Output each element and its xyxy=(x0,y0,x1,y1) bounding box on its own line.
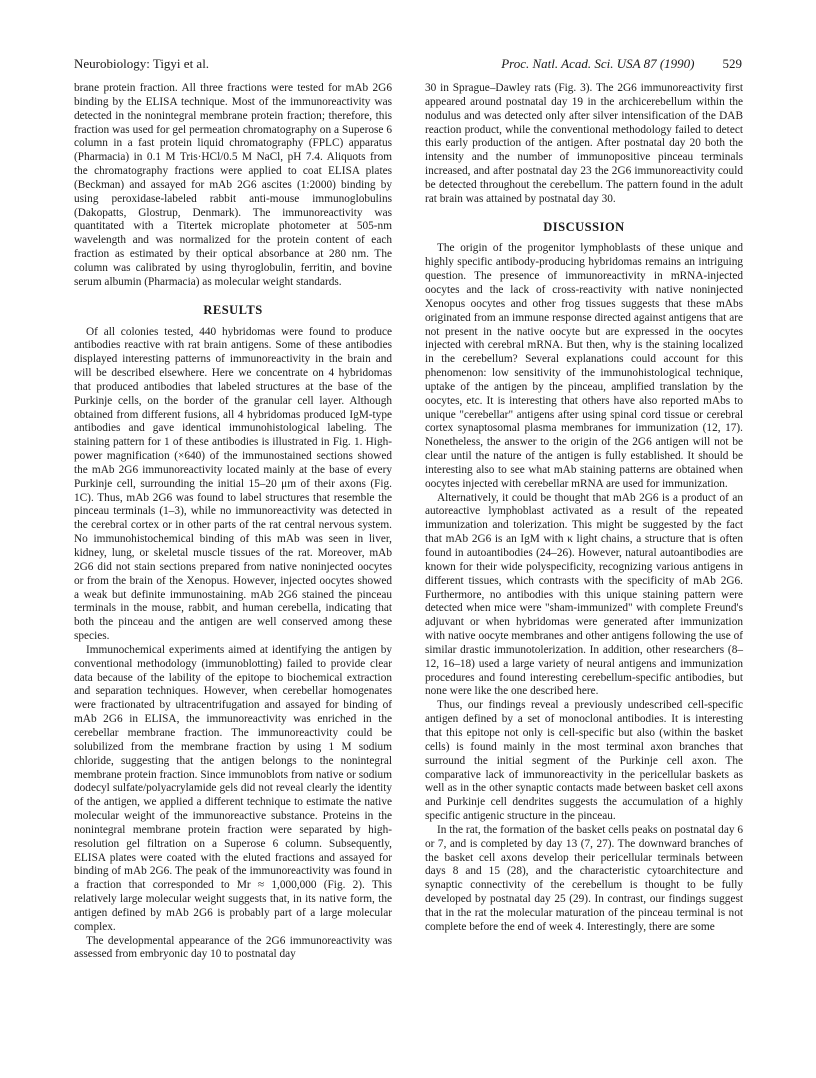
discussion-paragraph-1: The origin of the progenitor lymphoblasts of these unique and highly specific antibody-producing hybridomas remains an intriguing question. The presence of immunoreactivity in mRNA-injected oocytes and the lack of cross-reactivity with native noninjected Xenopus oocytes and other frog tissues suggests that these mAbs originated from an immune response directed against antigens that are not present in the native oocyte but are expressed in the oocytes injected with cerebral mRNA. But then, why is the staining localized in the cerebellum? Several explanations could account for this phenomenon: low sensitivity of the immunohistological technique, uptake of the antigen by the pinceau, amplified translation by the oocytes, etc. It is interesting that others have also reported mAbs to unique "cerebellar" antigens after using spinal cord tissue or cerebral cortex synaptosomal plasma membranes for immunization (12, 17). Nonetheless, the answer to the origin of the 2G6 antigen will not be clear until the nature of the antigen is fully established. It should be interesting also to see what mAb staining patterns are obtained when oocytes injected with cerebellar mRNA are used for immunization. xyxy=(425,242,743,490)
running-header xyxy=(74,54,742,74)
discussion-paragraph-3: Thus, our findings reveal a previously undescribed cell-specific antigen defined by a set of monoclonal antibodies. It is interesting that this epitope not only is cell-specific but also (within the basket cells) is found mainly in the most terminal axon branches that surround the initial segment of the Purkinje cell axon. The comparative lack of immunoreactivity in the pericellular baskets as well as in the other synaptic contacts made between basket cell axons and Purkinje cell dendrites suggests the accumulation of a highly specific antigenic structure in the pinceau. xyxy=(425,699,743,823)
page-number: 529 xyxy=(722,56,742,71)
results-paragraph-1: Of all colonies tested, 440 hybridomas were found to produce antibodies reactive with rat brain antigens. Some of these antibodies displayed interesting patterns of immunoreactivity in the brain and will be described elsewhere. Here we concentrate on 4 hybridomas that produced antibodies that labeled structures at the base of the Purkinje cells, on the border of the granular cell layer. Although obtained from different fusions, all 4 hybridomas produced IgM-type antibodies and gave identical immunohistological labeling. The staining pattern for 1 of these antibodies is illustrated in Fig. 1. High-power magnification (×640) of the immunostained sections showed the mAb 2G6 immunoreactivity located mainly at the base of every Purkinje cell, surrounding the initial 15–20 μm of their axons (Fig. 1C). Thus, mAb 2G6 was found to label structures that resemble the pinceau terminals (1–3), while no immunoreactivity was detected in the cerebral cortex or in other parts of the rat central nervous system. No immunohistochemical binding of this mAb was seen in liver, kidney, lung, or skeletal muscle tissues of the rat. Moreover, mAb 2G6 did not stain sections prepared from native noninjected oocytes or from the brain of the Xenopus. However, injected oocytes showed a weak but definite immunostaining. mAb 2G6 stained the pinceau terminals in the mouse, rabbit, and human cerebella, indicating that both the pinceau and the antigen are well conserved among these species. xyxy=(74,325,392,643)
discussion-paragraph-2: Alternatively, it could be thought that mAb 2G6 is a product of an autoreactive lymphoblast activated as a result of the repeated immunization and tolerization. This might be suggested by the fact that mAb 2G6 is an IgM with κ light chains, a structure that is often found in autoantibodies (24–26). However, natural autoantibodies are known for their wide polyspecificity, recognizing various antigens in different tissues, which contrasts with the specificity of mAb 2G6. Furthermore, no antibodies with this unique staining pattern were detected when mice were "sham-immunized" with complete Freund's adjuvant or when hybridomas were generated after immunization with native oocyte membranes and other antigens following the use of similar drastic immunotolerization. In addition, other researchers (8–12, 16–18) used a large variety of neural antigens and immunization procedures and found interesting cerebellum-specific antibodies, but none were like the one described here. xyxy=(425,491,743,698)
discussion-heading: DISCUSSION xyxy=(543,219,625,234)
header-journal: Proc. Natl. Acad. Sci. USA 87 (1990) xyxy=(501,56,695,71)
results-paragraph-3: The developmental appearance of the 2G6 immunoreactivity was assessed from embryonic day 10 to postnatal day xyxy=(74,934,392,961)
methods-paragraph-continued: brane protein fraction. All three fractions were tested for mAb 2G6 binding by the ELISA technique. Most of the immunoreactivity was detected in the nonintegral membrane protein fraction; therefore, this fraction was used for gel permeation chromatography on a Superose 6 column in a fast protein liquid chromatography (FPLC) apparatus (Pharmacia) in 0.1 M Tris·HCl/0.5 M NaCl, pH 7.4. Aliquots from the chromatography fractions were applied to coat ELISA plates (Beckman) and assayed for mAb 2G6 ascites (1:2000) binding by using peroxidase-labeled rabbit anti-mouse immunoglobulins (Dakopatts, Glostrup, Denmark). The immunoreactivity was quantitated with a Titertek microplate photometer at 505-nm wavelength and was normalized for the protein content of each fraction as estimated by their optical absorbance at 280 nm. The column was calibrated by using thyroglobulin, ferritin, and bovine serum albumin (Pharmacia) as molecular weight standards. xyxy=(74,82,392,288)
right-column xyxy=(425,82,743,935)
left-column xyxy=(74,82,392,962)
header-authors: Neurobiology: Tigyi et al. xyxy=(74,56,210,71)
discussion-paragraph-4: In the rat, the formation of the basket cells peaks on postnatal day 6 or 7, and is completed by day 13 (7, 27). The downward branches of the basket cell axons develop their pericellular terminals between days 8 and 15 (28), and the characteristic cytoarchitecture and synaptic connectivity of the cerebellum is thought to be fully developed by postnatal day 25 (29). In contrast, our findings suggest that in the rat the molecular maturation of the pinceau terminal is not complete before the end of week 4. Interestingly, there are some xyxy=(425,823,743,933)
header-journal-block xyxy=(501,54,742,74)
results-paragraph-3-continued: 30 in Sprague–Dawley rats (Fig. 3). The 2G6 immunoreactivity first appeared around postnatal day 19 in the archicerebellum within the nodulus and was detected only after silver intensification of the DAB reaction product, while the conventional methodology failed to detect this early production of the antigen. After postnatal day 20 both the intensity and the number of immunopositive pinceau terminals increased, and after postnatal day 23 the 2G6 immunoreactivity could be detected throughout the cerebellum. The pattern found in the adult rat brain was attained by postnatal day 30. xyxy=(425,82,743,205)
results-paragraph-2: Immunochemical experiments aimed at identifying the antigen by conventional methodology (immunoblotting) failed to provide clear data because of the lability of the epitope to biochemical extraction and separation techniques. However, when cerebellar homogenates were fractionated by ultracentrifugation and assayed for binding of mAb 2G6 in ELISA, the immunoreactivity was enriched in the cerebellar membrane fraction. The immunoreactivity could be solubilized from the membrane fraction by using 1 M sodium chloride, suggesting that the antigen belongs to the nonintegral membrane protein fraction. Since immunoblots from native or sodium dodecyl sulfate/polyacrylamide gels did not reveal clearly the identity of the antigen, we applied a different technique to estimate the native molecular weight of the immunoreactive substance. Proteins in the nonintegral membrane protein fraction were separated by high-resolution gel filtration on a Superose 6 column. Subsequently, ELISA plates were coated with the eluted fractions and assayed for binding of mAb 2G6. The peak of the immunoreactivity was found in a fraction that corresponded to Mr ≈ 1,000,000 (Fig. 2). This relatively large molecular weight suggests that, in its native form, the antigen defined by mAb 2G6 is probably part of a large molecular complex. xyxy=(74,643,392,933)
results-heading: RESULTS xyxy=(203,302,263,317)
